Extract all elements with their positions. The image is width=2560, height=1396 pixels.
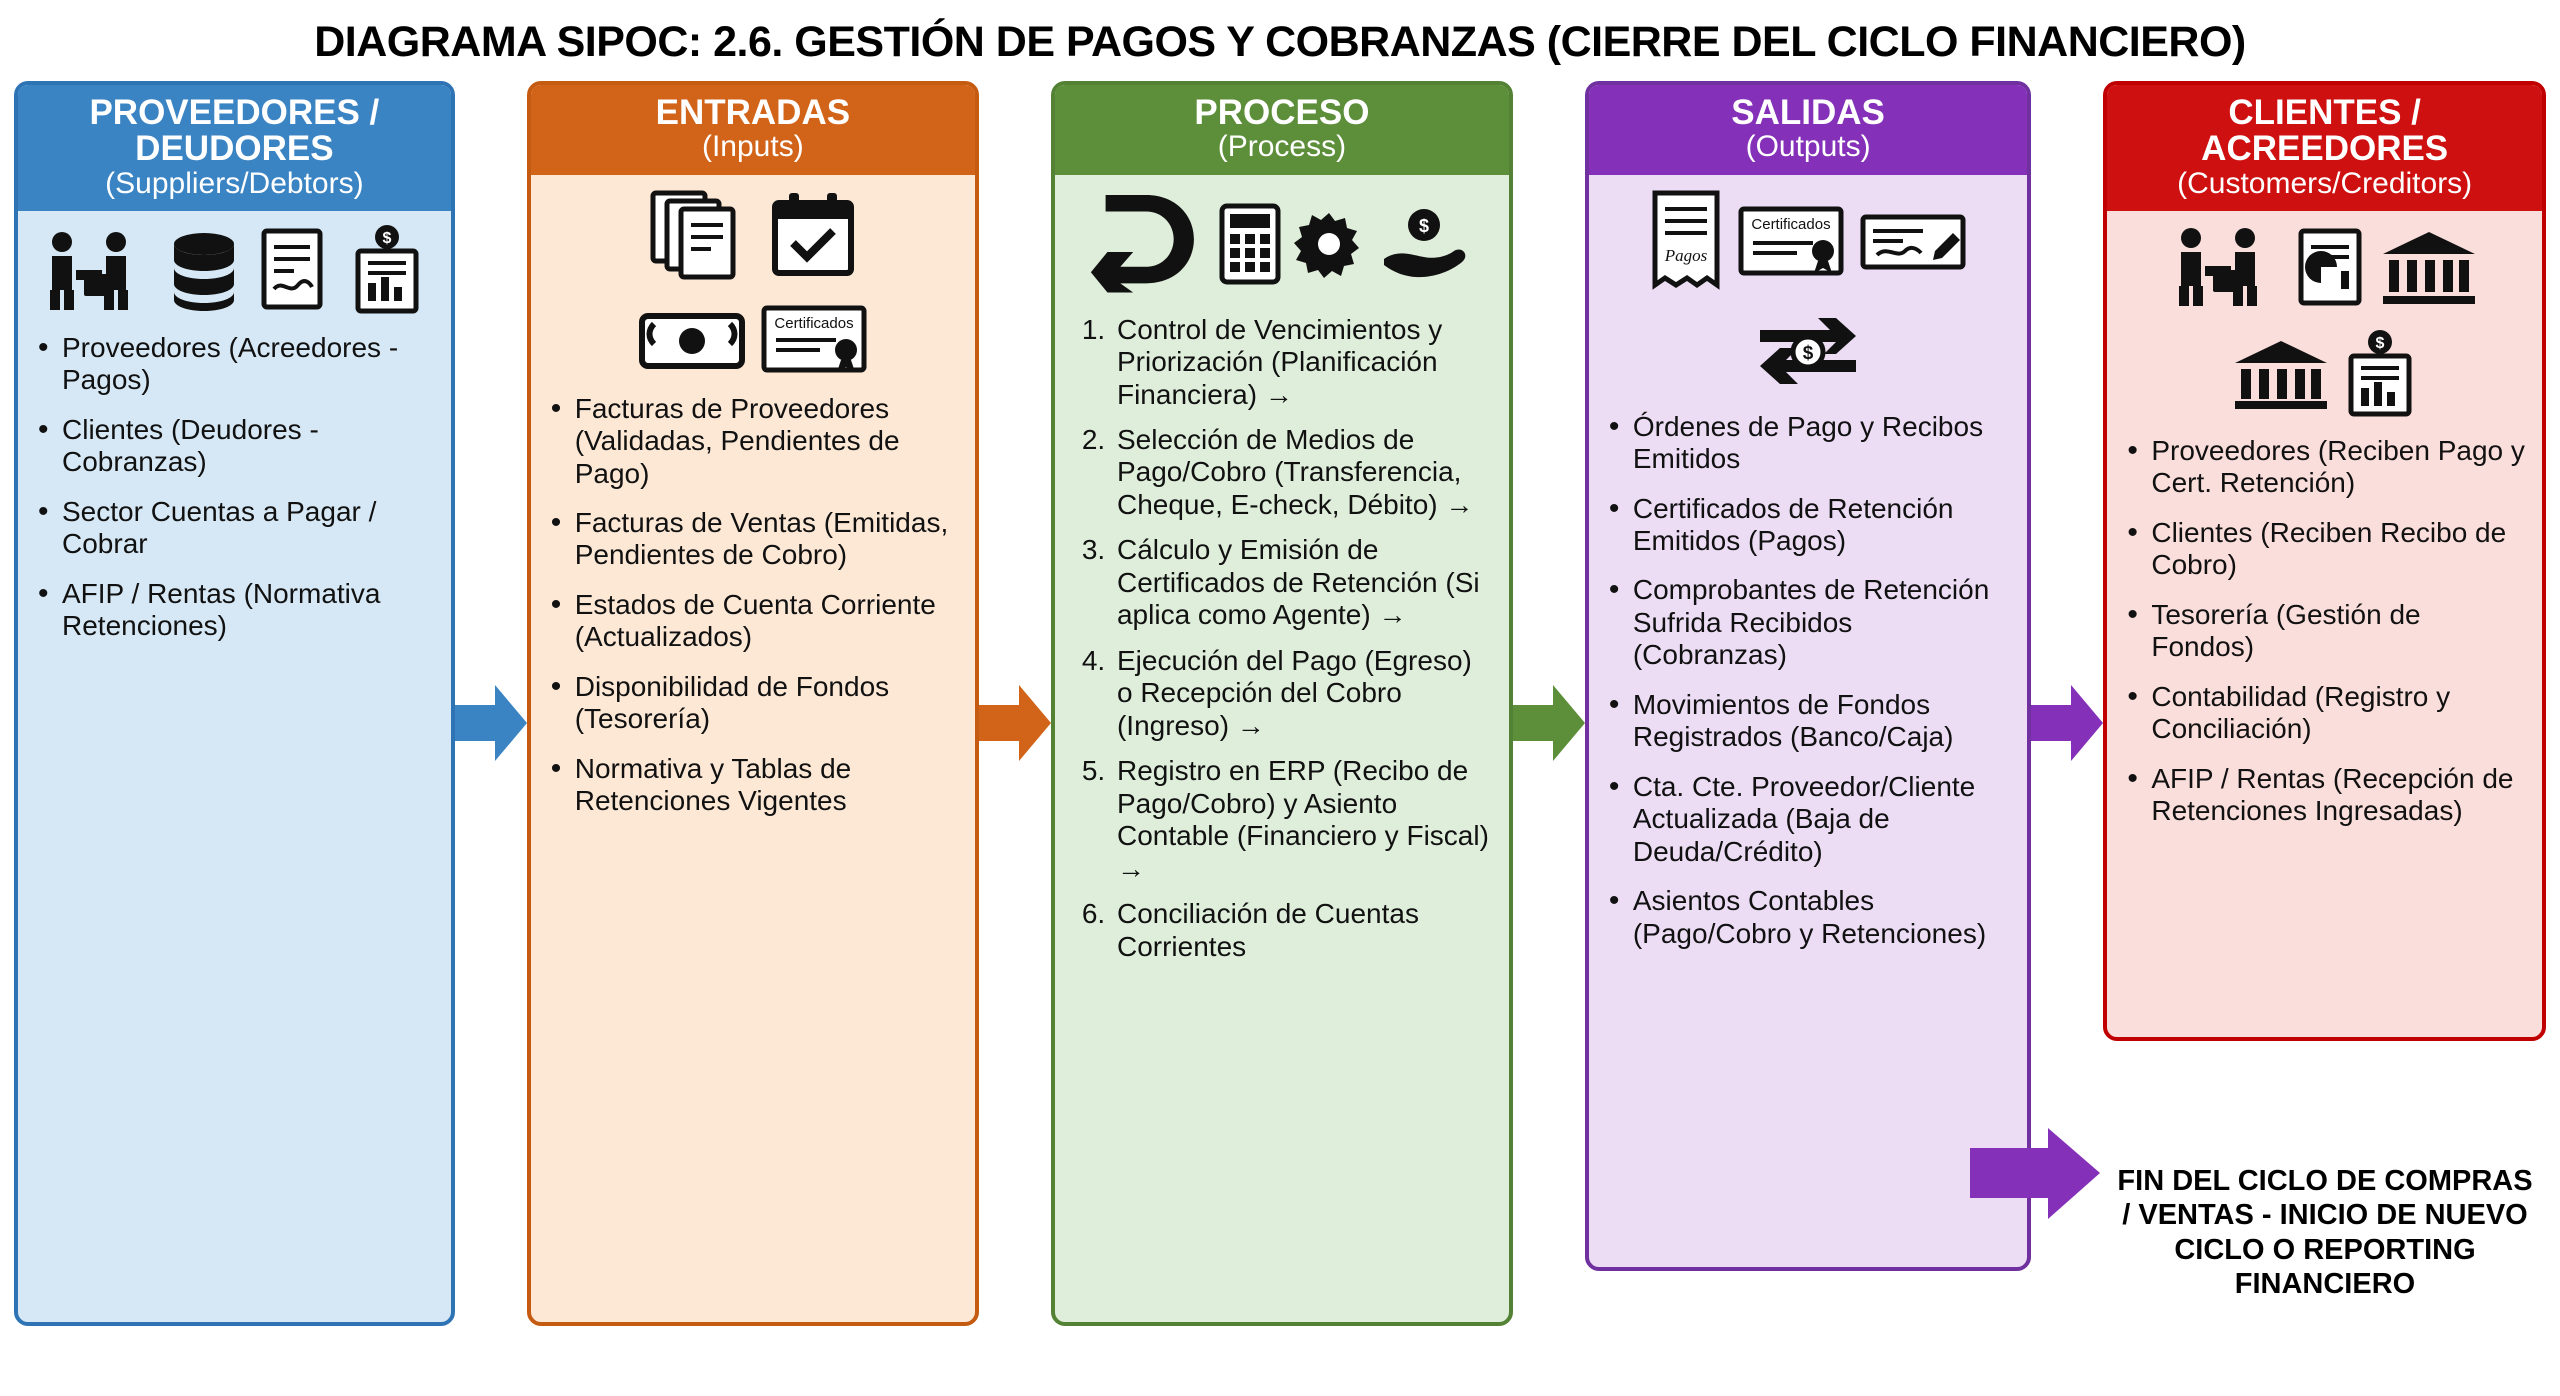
clients-item-list bbox=[2121, 435, 2528, 845]
list-item: • Clientes (Reciben Recibo de Cobro) bbox=[2121, 517, 2528, 582]
column-inputs-subtitle: (Inputs) bbox=[701, 130, 804, 164]
list-item: 4. Ejecución del Pago (Egreso) o Recepción del Cobro (Ingreso) → bbox=[1113, 645, 1495, 742]
page-title: DIAGRAMA SIPOC: 2.6. GESTIÓN DE PAGOS Y COBRANZAS (CIERRE DEL CICLO FINANCIERO) bbox=[314, 18, 2246, 66]
bank-icon bbox=[2379, 228, 2479, 311]
list-item: • Estados de Cuenta Corriente (Actualizados) bbox=[545, 589, 961, 654]
column-outputs bbox=[1585, 81, 2031, 1271]
column-outputs-body bbox=[1589, 175, 2027, 1267]
column-process-header bbox=[1055, 85, 1509, 175]
svg-text:$: $ bbox=[2375, 334, 2385, 352]
sipoc-board bbox=[0, 81, 2560, 1381]
column-inputs bbox=[527, 81, 979, 1326]
list-item: • Cta. Cte. Proveedor/Cliente Actualizada (Baja de Deuda/Crédito) bbox=[1603, 771, 2013, 868]
outputs-item-list bbox=[1603, 411, 2013, 968]
column-inputs-title: ENTRADAS bbox=[655, 93, 851, 132]
list-item: • Asientos Contables (Pago/Cobro y Retenciones) bbox=[1603, 885, 2013, 950]
column-clients-body bbox=[2107, 211, 2542, 1037]
calendar-check-icon bbox=[767, 189, 859, 286]
arrow-to-cycle-end bbox=[1970, 1126, 2100, 1221]
list-item: • Sector Cuentas a Pagar / Cobrar bbox=[32, 496, 437, 561]
list-item: • Proveedores (Reciben Pago y Cert. Retención) bbox=[2121, 435, 2528, 500]
svg-text:Certificados: Certificados bbox=[1751, 215, 1831, 233]
column-suppliers bbox=[14, 81, 455, 1326]
documents-stack-icon bbox=[647, 189, 751, 286]
cycle-end-note: FIN DEL CICLO DE COMPRAS / VENTAS - INICIO DE NUEVO CICLO O REPORTING FINANCIERO bbox=[2117, 1165, 2533, 1300]
list-item: 1. Control de Vencimientos y Priorización (Planificación Financiera) → bbox=[1113, 314, 1495, 411]
svg-text:$: $ bbox=[1418, 215, 1429, 236]
column-outputs-title: SALIDAS bbox=[1731, 93, 1885, 132]
gear-icon bbox=[1292, 207, 1366, 286]
suppliers-item-list bbox=[32, 332, 437, 660]
svg-text:$: $ bbox=[1802, 342, 1814, 364]
list-item: • Contabilidad (Registro y Conciliación) bbox=[2121, 681, 2528, 746]
database-icon bbox=[168, 230, 240, 317]
column-process bbox=[1051, 81, 1513, 1326]
clients-icon-row-1 bbox=[2121, 219, 2528, 324]
inputs-icon-row-1 bbox=[545, 183, 961, 296]
report-dollar-icon bbox=[2341, 330, 2419, 425]
list-item: 3. Cálculo y Emisión de Certificados de Retención (Si aplica como Agente) → bbox=[1113, 534, 1495, 631]
column-outputs-subtitle: (Outputs) bbox=[1745, 130, 1871, 164]
svg-text:Certificados: Certificados bbox=[774, 314, 854, 332]
list-item: • Comprobantes de Retención Sufrida Recibidos (Cobranzas) bbox=[1603, 574, 2013, 671]
handshake-icon bbox=[42, 230, 152, 317]
column-process-title: PROCESO bbox=[1194, 93, 1370, 132]
column-clients-title: CLIENTES / ACREEDORES bbox=[2201, 93, 2449, 169]
svg-text:$: $ bbox=[382, 229, 392, 247]
inputs-icon-row-2 bbox=[545, 296, 961, 393]
list-item: • Proveedores (Acreedores - Pagos) bbox=[32, 332, 437, 397]
list-item: 5. Registro en ERP (Recibo de Pago/Cobro) y Asiento Contable (Financiero y Fiscal) → bbox=[1113, 755, 1495, 885]
arrow-inputs-to-process bbox=[979, 681, 1051, 765]
list-item: • AFIP / Rentas (Recepción de Retenciones Ingresadas) bbox=[2121, 763, 2528, 828]
column-suppliers-header bbox=[18, 85, 451, 211]
cash-exchange-icon bbox=[636, 306, 748, 379]
list-item: • Tesorería (Gestión de Fondos) bbox=[2121, 599, 2528, 664]
certificate-icon bbox=[758, 302, 870, 383]
list-item: 6. Conciliación de Cuentas Corrientes bbox=[1113, 898, 1495, 963]
report-chart-icon bbox=[2291, 225, 2369, 314]
list-item: • Facturas de Proveedores (Validadas, Pendientes de Pago) bbox=[545, 393, 961, 490]
money-transfer-icon bbox=[1754, 310, 1862, 401]
list-item: • Certificados de Retención Emitidos (Pagos) bbox=[1603, 493, 2013, 558]
process-step-list bbox=[1069, 314, 1495, 976]
bank-icon bbox=[2231, 339, 2331, 416]
list-item: 2. Selección de Medios de Pago/Cobro (Transferencia, Cheque, E-check, Débito) → bbox=[1113, 424, 1495, 521]
cycle-arrow-icon bbox=[1078, 189, 1208, 304]
payment-receipt-icon bbox=[1647, 189, 1725, 300]
list-item: • AFIP / Rentas (Normativa Retenciones) bbox=[32, 578, 437, 643]
svg-text:Pagos: Pagos bbox=[1664, 245, 1708, 265]
list-item: • Facturas de Ventas (Emitidas, Pendientes de Cobro) bbox=[545, 507, 961, 572]
outputs-icon-row bbox=[1603, 183, 2013, 411]
arrow-suppliers-to-inputs bbox=[455, 681, 527, 765]
column-clients-header bbox=[2107, 85, 2542, 211]
list-item: • Clientes (Deudores - Cobranzas) bbox=[32, 414, 437, 479]
clients-icon-row-2 bbox=[2121, 324, 2528, 435]
column-process-body bbox=[1055, 175, 1509, 1322]
column-suppliers-title: PROVEEDORES / DEUDORES bbox=[89, 93, 380, 169]
signed-check-icon bbox=[1857, 211, 1969, 278]
handshake-icon bbox=[2171, 226, 2281, 313]
list-item: • Órdenes de Pago y Recibos Emitidos bbox=[1603, 411, 2013, 476]
column-clients bbox=[2103, 81, 2546, 1041]
column-process-subtitle: (Process) bbox=[1217, 130, 1347, 164]
calculator-icon bbox=[1218, 202, 1282, 291]
document-signed-icon bbox=[256, 227, 332, 320]
inputs-item-list bbox=[545, 393, 961, 835]
column-outputs-header bbox=[1589, 85, 2027, 175]
column-suppliers-subtitle: (Suppliers/Debtors) bbox=[105, 166, 364, 200]
process-icon-row bbox=[1069, 183, 1495, 314]
arrow-process-to-outputs bbox=[1513, 681, 1585, 765]
column-suppliers-body bbox=[18, 211, 451, 1322]
certificate-icon bbox=[1735, 203, 1847, 286]
report-dollar-icon bbox=[348, 225, 426, 322]
suppliers-icon-row bbox=[32, 219, 437, 332]
column-clients-subtitle: (Customers/Creditors) bbox=[2177, 166, 2473, 200]
column-inputs-header bbox=[531, 85, 975, 175]
arrow-outputs-to-clients bbox=[2031, 681, 2103, 765]
list-item: • Disponibilidad de Fondos (Tesorería) bbox=[545, 671, 961, 736]
column-inputs-body bbox=[531, 175, 975, 1322]
list-item: • Movimientos de Fondos Registrados (Banco/Caja) bbox=[1603, 689, 2013, 754]
hand-coin-icon bbox=[1376, 207, 1486, 286]
list-item: • Normativa y Tablas de Retenciones Vigentes bbox=[545, 753, 961, 818]
